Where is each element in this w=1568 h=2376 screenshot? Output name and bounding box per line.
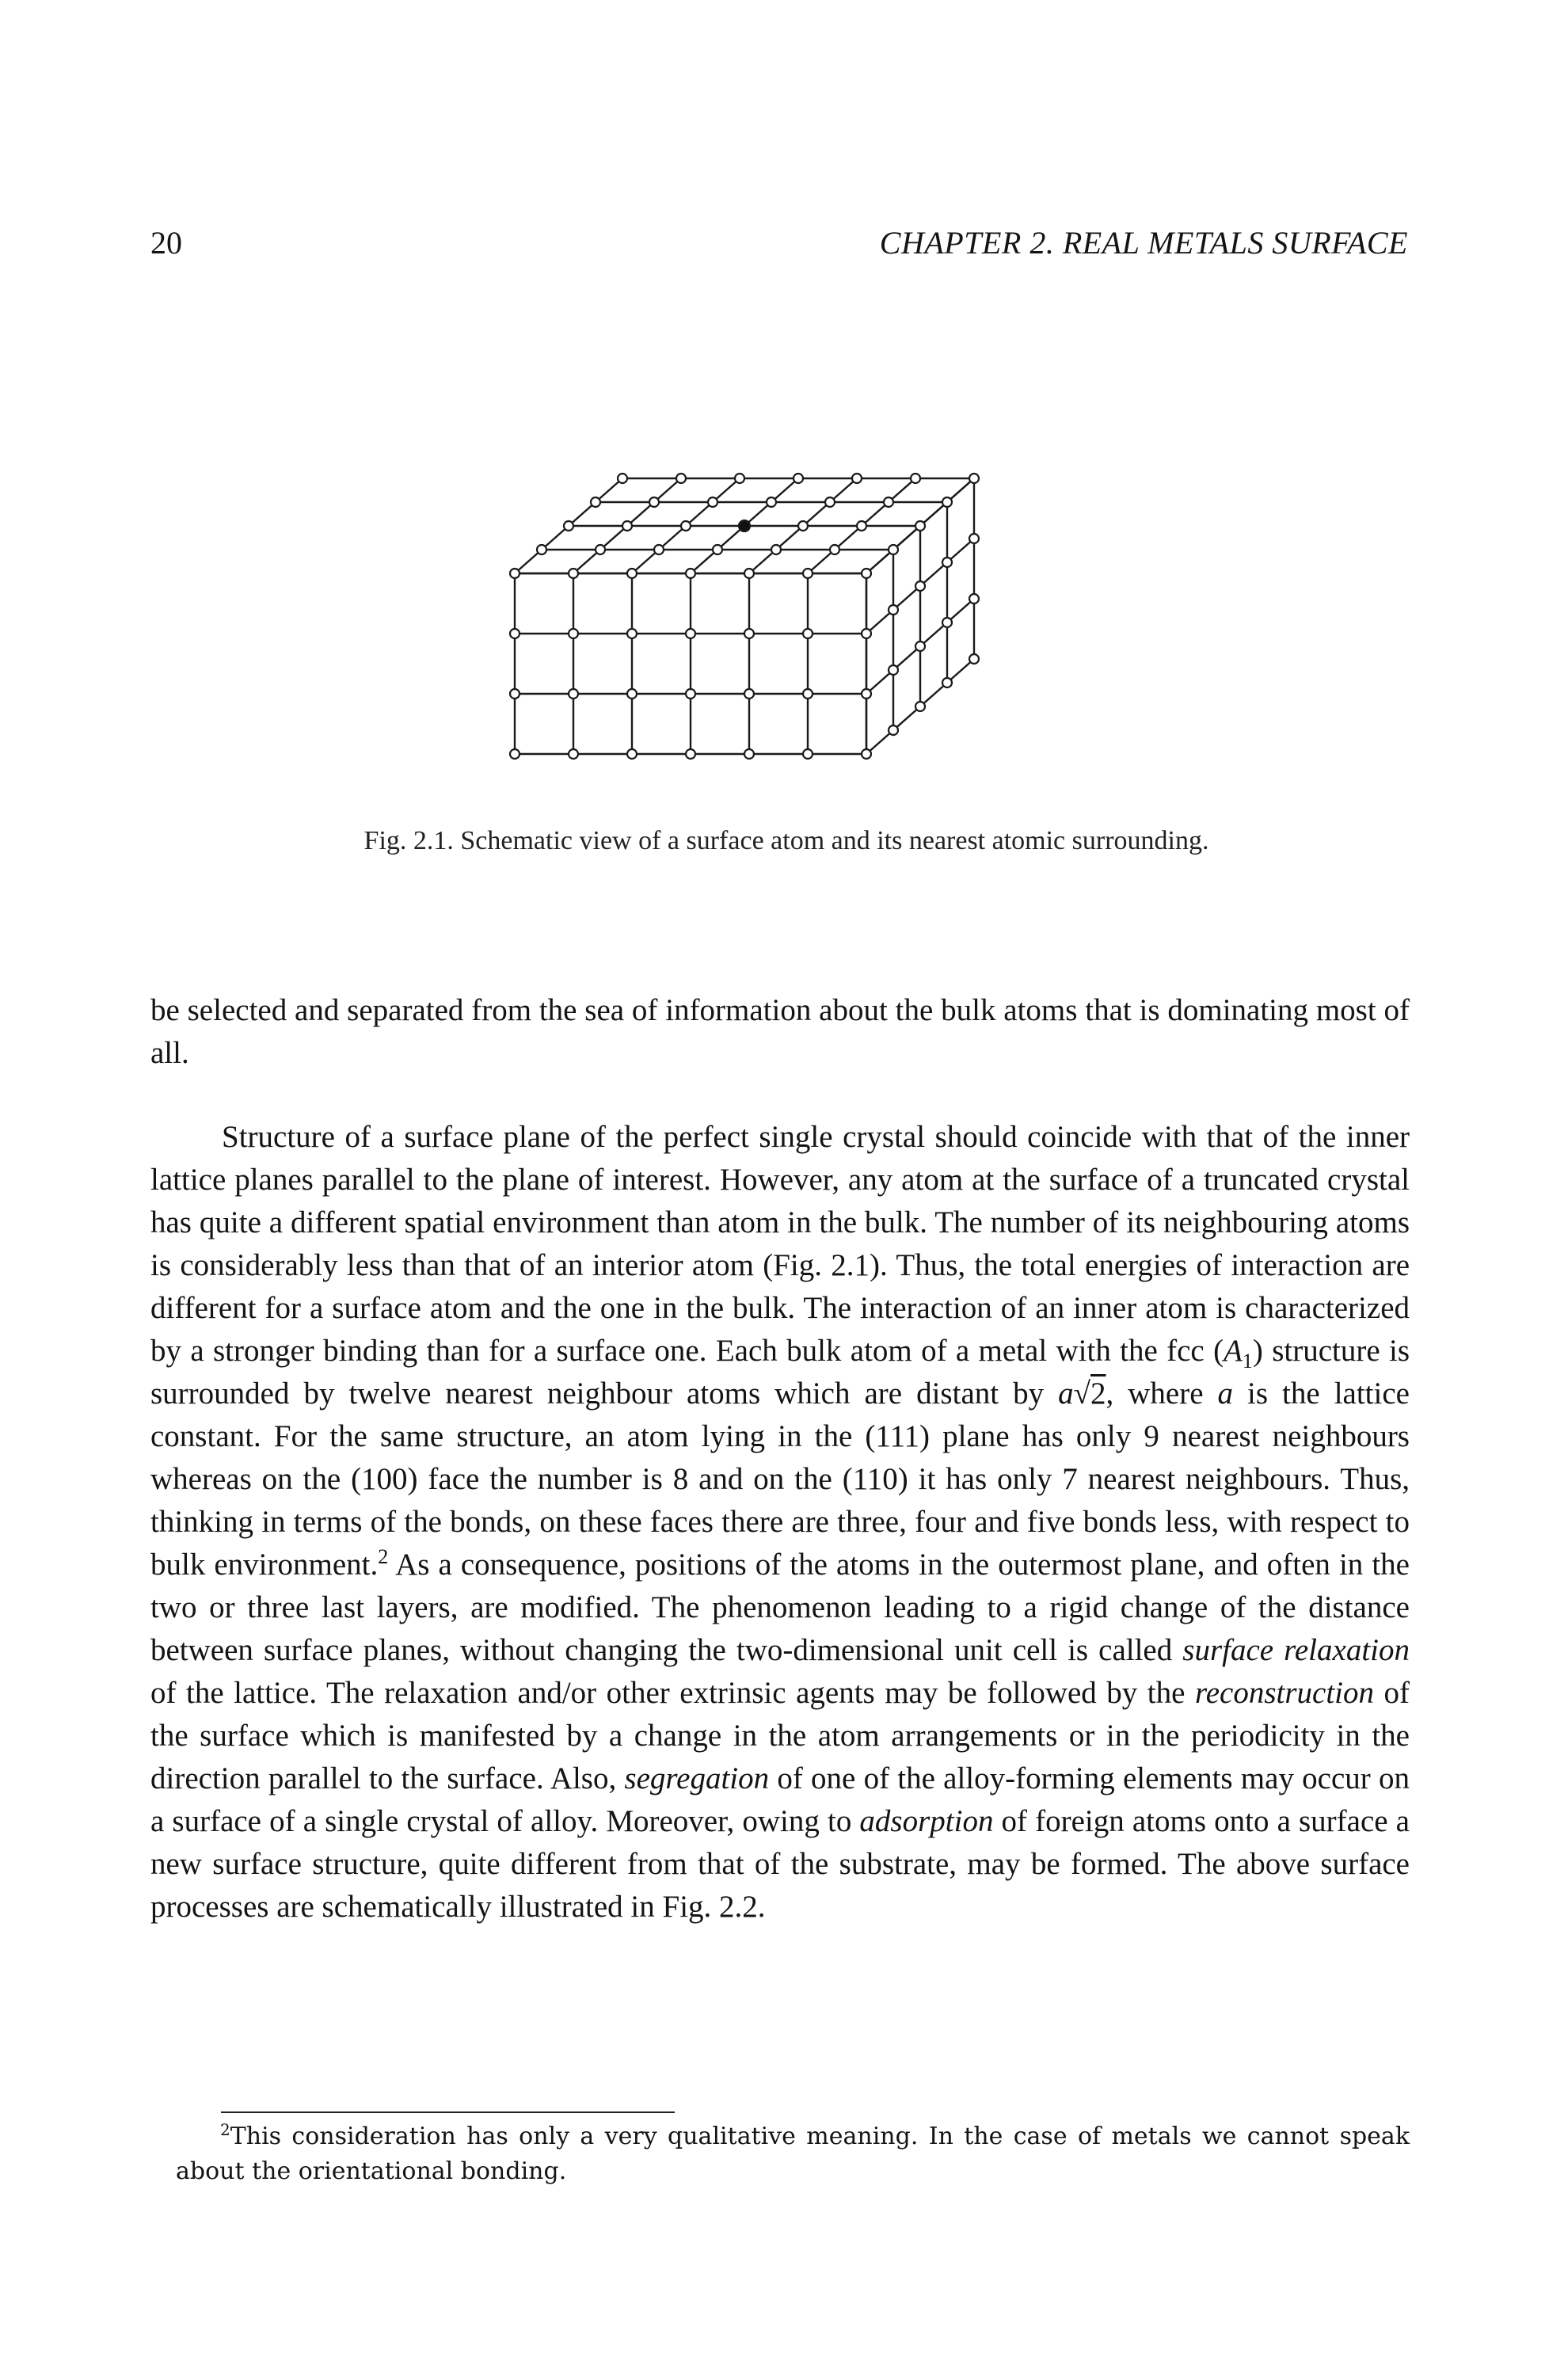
lattice-atom: [862, 689, 871, 699]
footnote-divider: [221, 2111, 675, 2113]
lattice-atom: [681, 521, 691, 531]
lattice-atom: [942, 618, 952, 627]
lattice-atom: [735, 474, 744, 483]
lattice-atom: [569, 689, 578, 699]
lattice-atom: [569, 569, 578, 578]
lattice-atom: [627, 749, 637, 759]
lattice-atom: [852, 474, 862, 483]
lattice-atom: [942, 497, 952, 507]
lattice-atom: [744, 629, 754, 638]
lattice-atom: [686, 749, 695, 759]
lattice-atom: [744, 749, 754, 759]
term-adsorption: adsorption: [859, 1804, 994, 1838]
lattice-atom: [889, 725, 898, 735]
lattice-atom: [889, 665, 898, 675]
lattice-atom: [803, 689, 813, 699]
lattice-atom: [884, 497, 893, 507]
lattice-atom: [915, 581, 925, 591]
lattice-atom: [686, 629, 695, 638]
lattice-atom: [591, 497, 600, 507]
lattice-atom: [744, 569, 754, 578]
lattice-atom: [676, 474, 686, 483]
structure-symbol: A: [1224, 1334, 1243, 1368]
paragraph-1: be selected and separated from the sea of information about the bulk atoms that is dominating most of all.: [150, 993, 1410, 1070]
lattice-atom: [627, 629, 637, 638]
lattice-atom: [564, 521, 573, 531]
lattice-atom: [969, 474, 979, 483]
figure-caption: [264, 824, 1309, 859]
page-number: 20: [150, 225, 182, 261]
surface-atom: [739, 520, 750, 531]
lattice-atom: [510, 569, 519, 578]
figure-label: Fig. 2.1.: [363, 826, 454, 855]
lattice-atom: [771, 545, 781, 554]
lattice-atom: [857, 521, 866, 531]
lattice-atom: [794, 474, 803, 483]
lattice-atom: [596, 545, 605, 554]
lattice-atom: [915, 521, 925, 531]
lattice-atom: [803, 629, 813, 638]
lattice-atom: [942, 678, 952, 687]
lattice-atom: [889, 605, 898, 615]
lattice-atom: [649, 497, 659, 507]
lattice-atom: [708, 497, 717, 507]
footnote-text: This consideration has only a very qualitative meaning. In the case of metals we cannot speak about the orientational bonding.: [176, 2123, 1410, 2185]
lattice-atom: [889, 545, 898, 554]
lattice-atom: [510, 689, 519, 699]
lattice-atom: [510, 749, 519, 759]
lattice-atom: [862, 629, 871, 638]
lattice-atom: [915, 642, 925, 651]
lattice-diagram: [491, 444, 1125, 792]
term-segregation: segregation: [624, 1761, 770, 1795]
lattice-atom: [969, 594, 979, 604]
paragraph-2: Structure of a surface plane of the perfect single crystal should coincide with that of the inner lattice planes parallel to the plane of interest. However, any atom at the surface of a truncated crystal has quite a different spatial environment than atom in the bulk. The number of its neighbouring atoms is considerably less than that of an interior atom (Fig. 2.1). Thus, the total energies of interaction are different for a surface atom and the one in the bulk. The interaction of an inner atom is characterized by a stronger binding than for a surface one. Each bulk atom of a metal with the fcc $(A_1)$ structure is surrounded by twelve nearest neighbour atoms which are distant by a√2, where a is the lattice constant. For the same structure, an atom lying in the (111) plane has only 9 nearest neighbours whereas on the (100) face the number is 8 and on the (110) it has only 7 nearest neighbours. Thus, thinking in terms of the bonds, on these faces there are three, four and five bonds less, with respect to bulk environment.$^2$ As a consequence, positions of the atoms in the outermost plane, and often in the two or three last layers, are modified. The phenomenon leading to a rigid change of the distance between surface planes, without changing the two-dimensional unit cell is called surface relaxation of the lattice. The relaxation and/or other extrinsic agents may be followed by the reconstruction of the surface which is manifested by a change in the atom arrangements or in the periodicity in the direction parallel to the surface. Also, segregation of one of the alloy-forming elements may occur on a surface of a single crystal of alloy. Moreover, owing to adsorption of foreign atoms onto a surface a new surface structure, quite different from that of the substrate, may be formed. The above surface processes are schematically illustrated in Fig. 2.2.: [150, 1120, 1410, 1924]
lattice-atom: [537, 545, 546, 554]
running-head: CHAPTER 2. REAL METALS SURFACE: [879, 225, 1408, 261]
lattice-atom: [686, 689, 695, 699]
lattice-atom: [911, 474, 920, 483]
term-reconstruction: reconstruction: [1194, 1676, 1374, 1710]
lattice-atom: [862, 569, 871, 578]
footnote: [176, 2119, 1410, 2189]
lattice-atom: [942, 558, 952, 567]
figure-caption-text: Schematic view of a surface atom and its nearest atomic surrounding.: [460, 826, 1209, 855]
figure-2-1: [491, 444, 1125, 792]
lattice-atom: [569, 749, 578, 759]
footnote-marker: 2: [220, 2120, 230, 2139]
lattice-atom: [969, 534, 979, 543]
term-surface-relaxation: surface relaxation: [1182, 1633, 1410, 1667]
lattice-atom: [686, 569, 695, 578]
lattice-atom: [618, 474, 627, 483]
lattice-atom: [622, 521, 632, 531]
lattice-atom: [798, 521, 808, 531]
lattice-atom: [627, 689, 637, 699]
lattice-atom: [569, 629, 578, 638]
lattice-atom: [803, 569, 813, 578]
body-text: [150, 989, 1410, 1929]
lattice-atom: [830, 545, 839, 554]
lattice-atom: [969, 654, 979, 664]
lattice-atom: [713, 545, 722, 554]
footnote-reference[interactable]: 2: [378, 1545, 389, 1568]
lattice-atom: [627, 569, 637, 578]
lattice-atom: [803, 749, 813, 759]
distance-expression: a√2: [1058, 1376, 1106, 1411]
lattice-atom: [767, 497, 776, 507]
lattice-atom: [744, 689, 754, 699]
lattice-atom: [510, 629, 519, 638]
lattice-atom: [654, 545, 664, 554]
lattice-atom: [915, 702, 925, 711]
lattice-atom: [862, 749, 871, 759]
lattice-atom: [825, 497, 835, 507]
